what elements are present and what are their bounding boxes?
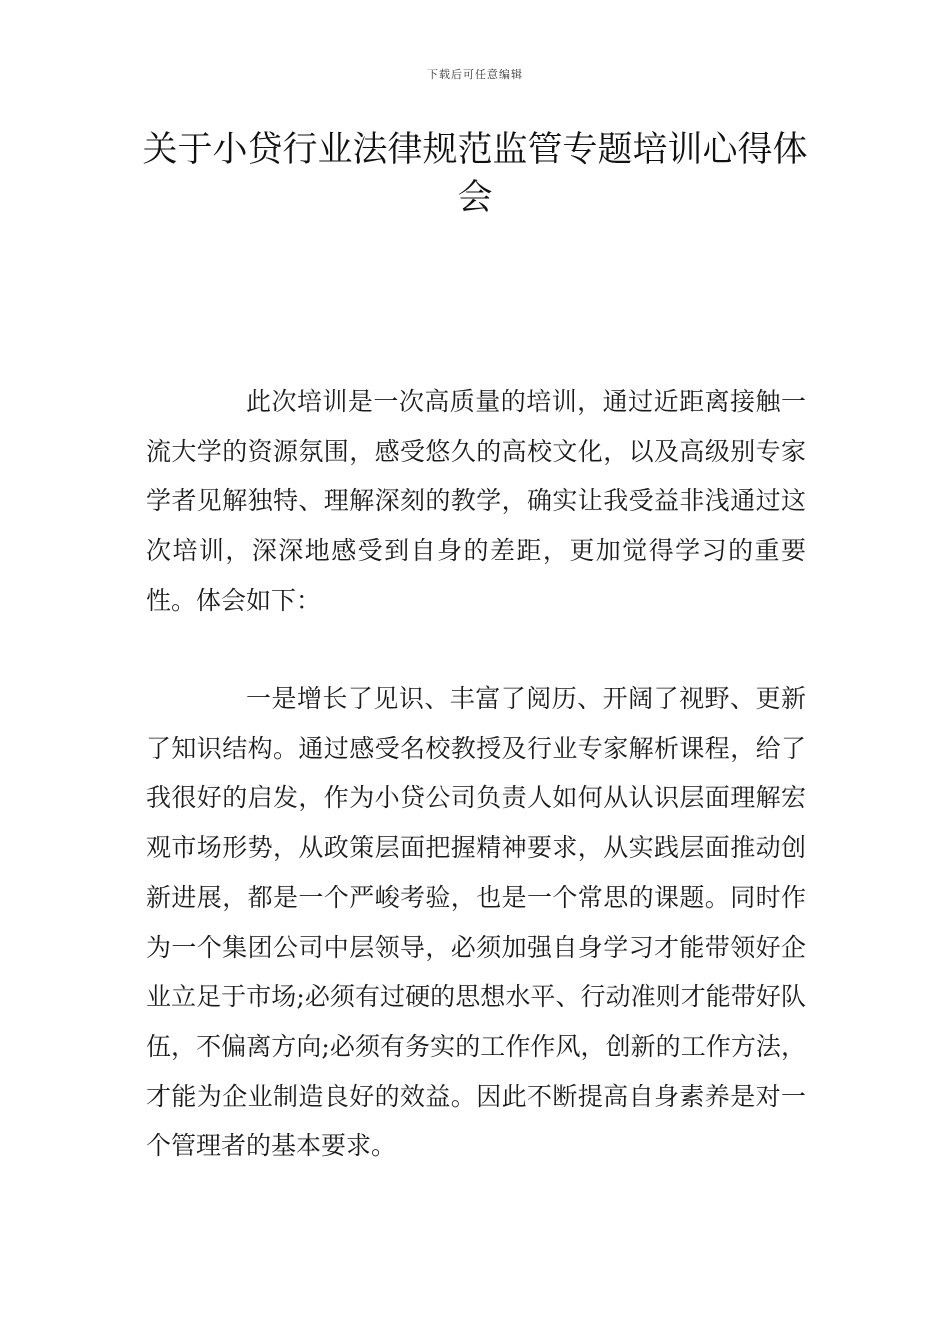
paragraph-intro: 此次培训是一次高质量的培训，通过近距离接触一流大学的资源氛围，感受悠久的高校文化，以及高级别专家学者见解独特、理解深刻的教学，确实让我受益非浅通过这次培训，深深地感受到自身的差距，更加觉得学习的重要性。体会如下： <box>146 387 806 615</box>
header-note: 下载后可任意编辑 <box>427 68 523 81</box>
paragraph-point-one: 一是增长了见识、丰富了阅历、开阔了视野、更新了知识结构。通过感受名校教授及行业专家解析课程，给了我很好的启发，作为小贷公司负责人如何从认识层面理解宏观市场形势，从政策层面把握精神要求，从实践层面推动创新进展，都是一个严峻考验，也是一个常思的课题。同时作为一个集团公司中层领导，必须加强自身学习才能带领好企业立足于市场;必须有过硬的思想水平、行动准则才能带好队伍，不偏离方向;必须有务实的工作作风，创新的工作方法，才能为企业制造良好的效益。因此不断提高自身素养是对一个管理者的基本要求。 <box>146 684 806 1161</box>
page-title: 关于小贷行业法律规范监管专题培训心得体会 <box>142 130 808 218</box>
